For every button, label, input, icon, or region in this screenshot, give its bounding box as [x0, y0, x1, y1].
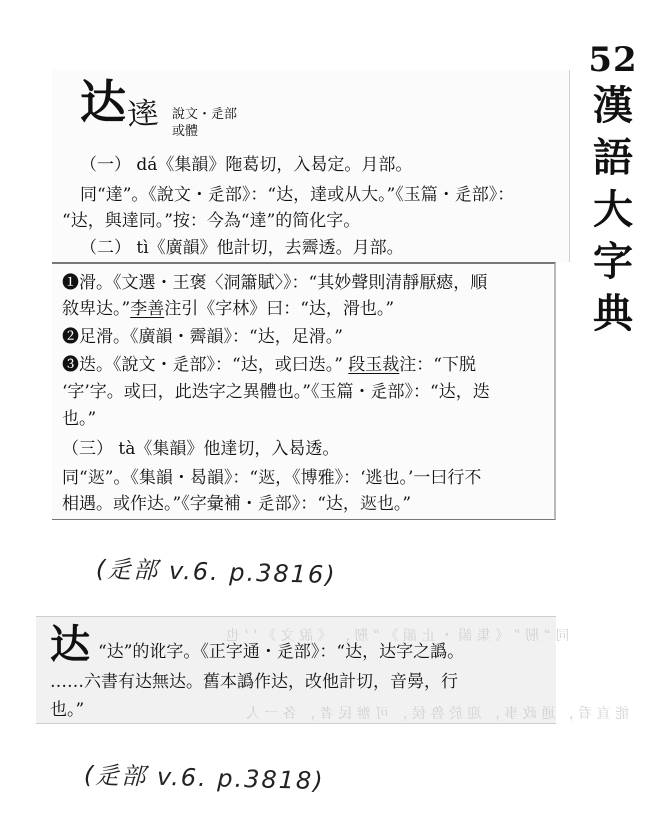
handwritten-reference-note: (辵部 v.6. p.3818) [83, 760, 325, 796]
sense-line: 相遇。或作达。”《字彙補・辵部》：“达，𨒭也。” [62, 494, 412, 514]
underlined-name: 李善 [130, 299, 165, 319]
seal-script-character: 䢦 [125, 95, 160, 134]
sense-line [62, 298, 394, 320]
sense-line: 同“𨒭”。《集韻・曷韻》：“𨒭，《博雅》：‘逃也。’一曰行不 [62, 468, 482, 488]
entry-variant-label: 或體 [172, 124, 199, 139]
second-entry-head-character: 达 [50, 621, 90, 668]
page-number: 52 [588, 40, 638, 80]
entry-source-label: 說文・辵部 [172, 107, 238, 122]
pronunciation-line: （三） tà《集韻》他達切，入曷透。 [62, 439, 340, 459]
sense-text: ❸迭。《說文・辵部》：“达，或曰迭。” [62, 355, 349, 375]
sense-line: ❷足滑。《廣韻・霽韻》：“达，足滑。” [62, 327, 343, 347]
dictionary-clipping-senses [52, 262, 556, 520]
title-char: 典 [593, 290, 633, 337]
sense-line: ‘字’字。或曰，此迭字之異體也。”《玉篇・辵部》：“达，迭 [62, 382, 490, 402]
title-char: 漢 [593, 82, 633, 129]
sense-line: ❶滑。《文選・王褒〈洞簫賦〉》：“其妙聲則清靜厭瘱，順 [62, 273, 488, 293]
entry-head-character: 达 [80, 75, 126, 129]
title-char: 語 [593, 134, 633, 181]
sense-text: 注：“下脱 [399, 355, 476, 375]
definition-line: ……六書有达無达。舊本譌作达，改他計切，音㬅，行 [50, 672, 458, 692]
sense-text: 敘卑达。” [62, 299, 131, 319]
dictionary-clipping-second-entry [36, 616, 630, 724]
sense-line [62, 354, 476, 376]
underlined-name: 段玉裁 [348, 355, 400, 375]
definition-line: 也。” [50, 700, 85, 720]
handwritten-reference-note: (辵部 v.6. p.3816) [95, 554, 337, 590]
pronunciation-line: （一） dá《集韻》陁葛切，入曷定。月部。 [80, 155, 413, 175]
title-char: 大 [593, 186, 633, 233]
bleed-through-text: 能 直 看 ， 通 政 事 ， 迎 於 魯 侯 ， 可 辦 民 者 ， 各 一 人 [246, 706, 630, 722]
dictionary-title-vertical [588, 40, 638, 340]
definition-line: “达，與達同。”按：今為“達”的简化字。 [62, 211, 361, 231]
definition-line: 同“達”。《說文・辵部》：“达，達或从大。”《玉篇・辵部》： [80, 185, 515, 205]
pronunciation-line: （二） tì《廣韻》他計切，去霽透。月部。 [80, 238, 404, 258]
sense-text: 注引《字林》曰：“达，滑也。” [164, 299, 395, 319]
definition-line: “达”的讹字。《正字通・辵部》：“达，达字之譌。 [98, 642, 465, 662]
dictionary-clipping-entry-header [52, 70, 570, 262]
bleed-through-text: 同 “ 剏 ” 《 集 韻 ・ 止 韻 》 “ 剏 ， 《 說 文 》 ‘ ’ 也 [226, 628, 570, 644]
title-char: 字 [593, 238, 633, 285]
sense-line: 也。” [62, 409, 97, 429]
